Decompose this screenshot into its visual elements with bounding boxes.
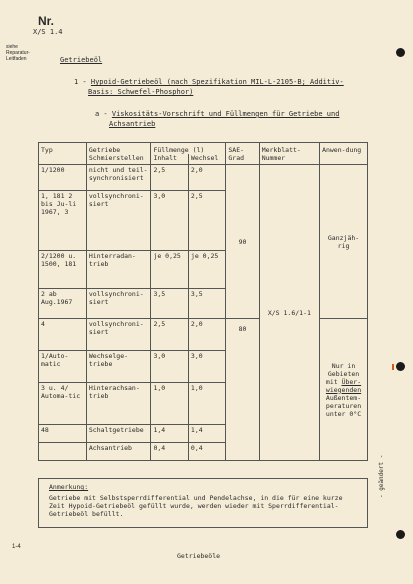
item-1-title-line2: Basis: Schwefel-Phosphor) [88,88,194,96]
header-typ: Typ [39,143,87,165]
cell-inhalt: 0,4 [151,443,188,461]
cell-getriebe: Achsantrieb [86,443,151,461]
cell-typ: 2 ab Aug.1967 [39,289,87,319]
side-note: siehe Reparatur-Leitfaden [6,44,30,62]
cell-wechsel: 1,0 [188,383,225,425]
footer-title: Getriebeöle [177,552,221,560]
header-code: X/S 1.4 [33,28,63,36]
cell-getriebe: nicht und teil-synchronisiert [86,165,151,191]
header-sae: SAE-Grad [226,143,259,165]
table-row [39,165,368,191]
item-1-title-line1: Hypoid-Getriebeöl (nach Spezifikation MIL-L-2105-B; Additiv- [90,78,344,86]
note-text: Getriebe mit Selbstsperrdifferential und Pendelachse, in die für eine kurze Zeit Hypoid-Getriebeöl gefüllt wurde, werden wieder mit Sperrdifferential-Getriebeöl befüllt. [49,494,343,518]
header-anwendung: Anwen-dung [320,143,368,165]
cell-wechsel: 2,0 [188,165,225,191]
anwendung-part2: Über-wiegenden [325,377,362,394]
cell-getriebe: vollsynchroni-siert [86,191,151,251]
cell-anwendung-kalt [320,319,368,461]
cell-wechsel: 3,0 [188,351,225,383]
cell-getriebe: vollsynchroni-siert [86,319,151,351]
cell-typ [39,443,87,461]
anwendung-part1: Nur in Gebieten mit [325,361,360,386]
cell-inhalt: 3,0 [151,191,188,251]
binder-hole-middle-icon [396,362,405,371]
binder-hole-bottom-icon [396,530,405,539]
item-a-title-line2: Achsantrieb [109,120,156,128]
cell-getriebe: Hinterradan-trieb [86,251,151,289]
cell-getriebe: Hinterachsan-trieb [86,383,151,425]
item-a-number: a - [95,110,108,118]
cell-wechsel: 2,5 [188,191,225,251]
cell-getriebe: Schaltgetriebe [86,425,151,443]
header-getriebe: Getriebe Schmierstellen [86,143,151,165]
cell-inhalt: 2,5 [151,165,188,191]
anwendung-part3: Außentem-peraturen unter 0°C [325,393,362,418]
table-header-row [39,143,368,155]
header-inhalt: Inhalt [151,154,188,165]
note-title: Anmerkung: [49,483,89,491]
cell-inhalt: 1,4 [151,425,188,443]
cell-getriebe: Wechselge-triebe [86,351,151,383]
spec-table [38,142,368,461]
binder-hole-top-icon [396,48,405,57]
item-a [95,109,385,129]
cell-typ: 48 [39,425,87,443]
cell-wechsel: 3,5 [188,289,225,319]
item-1-number: 1 - [74,78,87,86]
cell-typ: 4 [39,319,87,351]
vertical-change-note: - geändert - [378,454,385,498]
page-number: 1-4 [12,544,21,550]
cell-inhalt: 2,5 [151,319,188,351]
cell-wechsel: 2,0 [188,319,225,351]
cell-sae-80: 80 [226,319,259,461]
edge-mark-icon [392,364,394,370]
header-number-label: Nr. [38,14,55,28]
cell-typ: 3 u. 4/ Automa-tic [39,383,87,425]
cell-wechsel: 1,4 [188,425,225,443]
cell-typ: 1, 181 2 bis Ju-li 1967, 3 [39,191,87,251]
cell-sae-90: 90 [226,165,259,319]
note-box [38,478,368,528]
cell-inhalt: je 0,25 [151,251,188,289]
cell-typ: 1/1200 [39,165,87,191]
cell-anwendung-ganzjaehrig: Ganzjäh-rig [320,165,368,319]
header-merkblatt: Merkblatt-Nummer [259,143,319,165]
section-title: Getriebeöl [60,56,103,64]
item-a-title-line1: Viskositäts-Vorschrift und Füllmengen für Getriebe und [111,110,340,118]
cell-typ: 1/Auto-matic [39,351,87,383]
header-wechsel: Wechsel [188,154,225,165]
cell-inhalt: 3,0 [151,351,188,383]
cell-inhalt: 3,5 [151,289,188,319]
cell-wechsel: 0,4 [188,443,225,461]
cell-typ: 2/1200 u. 1500, 181 [39,251,87,289]
item-1 [74,77,374,97]
cell-getriebe: vollsynchroni-siert [86,289,151,319]
cell-merkblatt: X/S 1.6/1-1 [259,165,319,461]
cell-wechsel: je 0,25 [188,251,225,289]
cell-inhalt: 1,0 [151,383,188,425]
header-fuellmenge: Füllmenge (l) [151,143,226,155]
